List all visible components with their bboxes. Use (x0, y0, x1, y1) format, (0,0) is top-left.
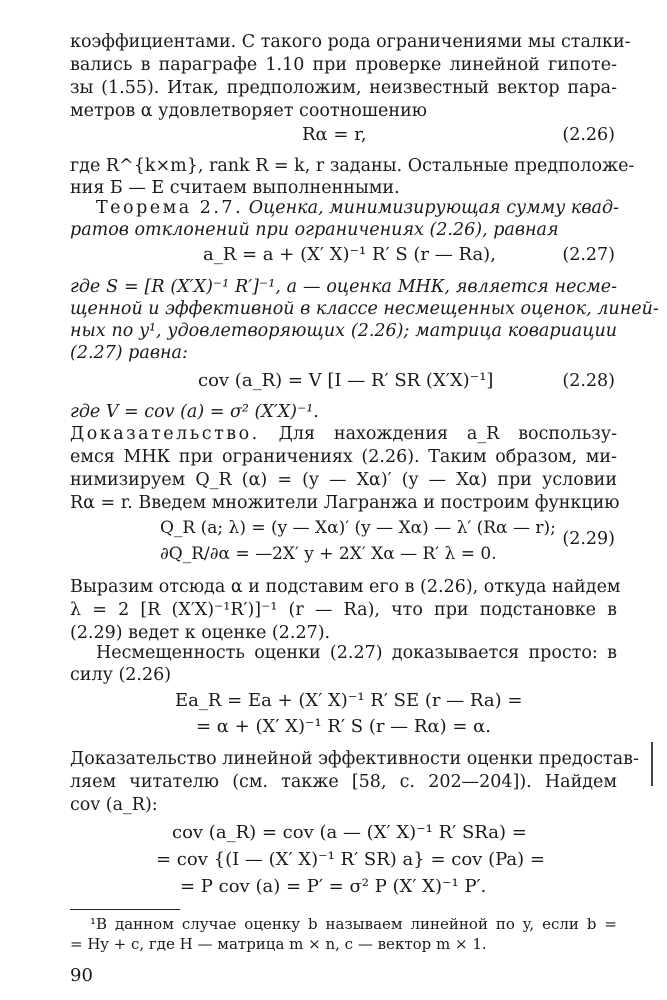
theorem-text: ных по y¹, удовлетворяющих (2.26); матрица ковариации (70, 321, 617, 341)
theorem-heading: Теорема 2.7. (96, 198, 244, 218)
equation-2-28: cov (a_R) = V [I — R′ SR (X′X)⁻¹] (198, 370, 494, 391)
equation-number: (2.29) (562, 529, 615, 549)
text-line: Доказательство линейной эффективности оценки предостав- (70, 749, 639, 769)
text-line: Выразим отсюда α и подставим его в (2.26), откуда найдем (70, 577, 621, 597)
text-line: Rα = r. Введем множители Лагранжа и построим функцию (70, 493, 620, 513)
text-line: емся МНК при ограничениях (2.26). Таким образом, ми- (70, 447, 617, 467)
text-line: где V = cov (a) = σ² (X′X)⁻¹. (70, 402, 319, 422)
text-line: где R^{k×m}, rank R = k, r заданы. Остальные предположе- (70, 156, 635, 176)
text-line: силу (2.26) (70, 665, 172, 685)
theorem-text: (2.27) равна: (70, 343, 188, 363)
proof-heading: Доказательство. (70, 424, 260, 444)
footnote-text: = Hy + c, где H — матрица m × n, c — вектор m × 1. (70, 935, 487, 953)
equation-cov-line1: cov (a_R) = cov (a — (X′ X)⁻¹ R′ SRa) = (172, 822, 527, 843)
equation-ea-line1: Ea_R = Ea + (X′ X)⁻¹ R′ SE (r — Ra) = (175, 690, 523, 711)
text-line: метров α удовлетворяет соотношению (70, 101, 427, 121)
equation-ea-line2: = α + (X′ X)⁻¹ R′ S (r — Rα) = α. (196, 716, 492, 737)
text-line: λ = 2 [R (X′X)⁻¹R′)]⁻¹ (r — Ra), что при подстановке в (70, 600, 617, 620)
footnote-rule (70, 909, 180, 910)
equation-2-29-line2: ∂Q_R/∂α = —2X′ y + 2X′ Xα — R′ λ = 0. (160, 544, 497, 564)
page-number: 90 (70, 965, 93, 986)
text-line: cov (a_R): (70, 795, 158, 815)
proof-text: Для нахождения a_R воспользу- (278, 424, 617, 444)
equation-number: (2.26) (562, 125, 615, 145)
text-line: коэффициентами. С такого рода ограничениями мы сталки- (70, 32, 631, 52)
equation-number: (2.27) (562, 245, 615, 265)
margin-mark (651, 742, 653, 786)
text-line: зы (1.55). Итак, предположим, неизвестный вектор пара- (70, 78, 617, 98)
theorem-text: где S = [R (X′X)⁻¹ R′]⁻¹, a — оценка МНК, является несме- (70, 277, 617, 297)
equation-cov-line3: = P cov (a) = P′ = σ² P (X′ X)⁻¹ P′. (180, 876, 487, 897)
theorem-text: ратов отклонений при ограничениях (2.26), равная (70, 220, 559, 240)
text-line: нимизируем Q_R (α) = (y — Xα)′ (y — Xα) при условии (70, 470, 617, 490)
text-line: вались в параграфе 1.10 при проверке линейной гипоте- (70, 55, 617, 75)
proof-line (70, 423, 617, 445)
text-line: ния Б — Е считаем выполненными. (70, 178, 400, 198)
theorem-text: Оценка, минимизирующая сумму квад- (248, 198, 619, 218)
theorem-text: щенной и эффективной в классе несмещенных оценок, линей- (70, 299, 659, 319)
theorem-line (96, 197, 617, 219)
footnote-text: ¹В данном случае оценку b называем линейной по y, если b = (90, 915, 617, 933)
equation-2-29-line1: Q_R (a; λ) = (y — Xα)′ (y — Xα) — λ′ (Rα — r); (160, 518, 556, 538)
equation-cov-line2: = cov {(I — (X′ X)⁻¹ R′ SR) a} = cov (Pa) = (156, 849, 545, 870)
equation-2-27: a_R = a + (X′ X)⁻¹ R′ S (r — Ra), (203, 244, 496, 265)
equation-2-26: Rα = r, (302, 124, 367, 145)
equation-number: (2.28) (562, 371, 615, 391)
text-line: ляем читателю (см. также [58, с. 202—204]). Найдем (70, 772, 617, 792)
text-line: Несмещенность оценки (2.27) доказывается просто: в (96, 643, 617, 663)
text-line: (2.29) ведет к оценке (2.27). (70, 623, 331, 643)
